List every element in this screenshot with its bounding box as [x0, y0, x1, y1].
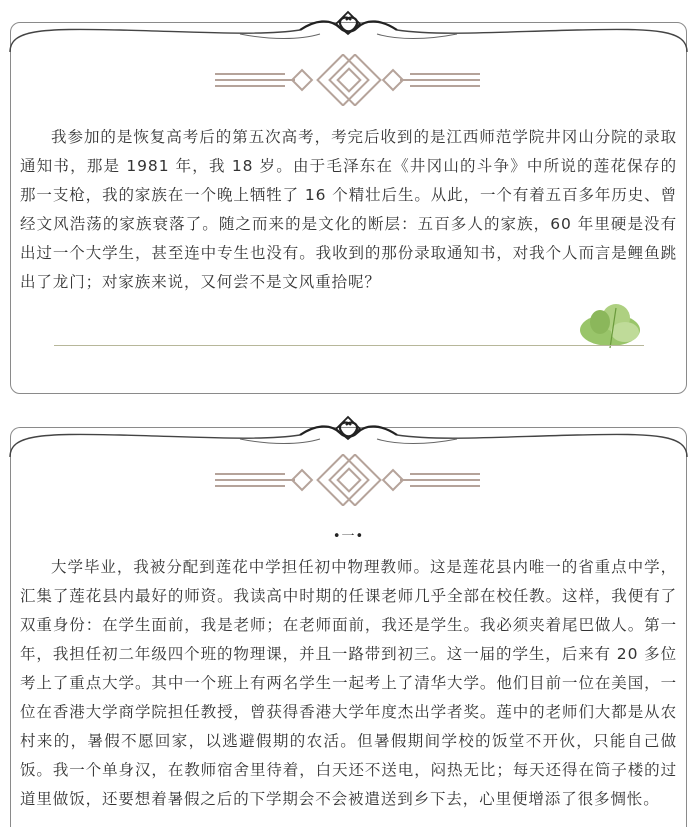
scroll-flourish-icon	[0, 0, 697, 60]
diamond-ornament-icon	[215, 454, 480, 506]
fern-leaf-icon	[570, 300, 648, 350]
article-paragraph: 我参加的是恢复高考后的第五次高考，考完后收到的是江西师范学院井冈山分院的录取通知书，那是 1981 年，我 18 岁。由于毛泽东在《井冈山的斗争》中所说的莲花保存的那一支枪，我的家族在一个晚上牺牲了 16 个精壮后生。从此，一个有着五百多年历史、曾经文风浩荡的家族衰落了。随之而来的是文化的断层：五百多人的家族，60 年里硬是没有出过一个大学生，甚至连中专生也没有。我收到的那份录取通知书，对我个人而言是鲤鱼跳出了龙门；对家族来说，又何尝不是文风重拾呢？	[20, 128, 677, 291]
diamond-ornament-icon	[215, 54, 480, 106]
article-paragraph: 大学毕业，我被分配到莲花中学担任初中物理教师。这是莲花县内唯一的省重点中学，汇集了莲花县内最好的师资。我读高中时期的任课老师几乎全部在校任教。这样，我便有了双重身份：在学生面前，我是老师；在老师面前，我还是学生。我必须夹着尾巴做人。第一年，我担任初二年级四个班的物理课，并且一路带到初三。这一届的学生，后来有 20 多位考上了重点大学。其中一个班上有两名学生一起考上了清华大学。他们目前一位在美国，一位在香港大学商学院担任教授，曾获得香港大学年度杰出学者奖。莲中的老师们大都是从农村来的，暑假不愿回家，以逃避假期的农活。但暑假期间学校的饭堂不开伙，只能自己做饭。我一个单身汉，在教师宿舍里待着，白天还不送电，闷热无比；每天还得在筒子楼的过道里做饭，还要想着暑假之后的下学期会不会被遣送到乡下去，心里便增添了很多惆怅。	[20, 558, 677, 808]
divider-line	[54, 345, 644, 346]
section-marker: •一•	[332, 529, 365, 544]
